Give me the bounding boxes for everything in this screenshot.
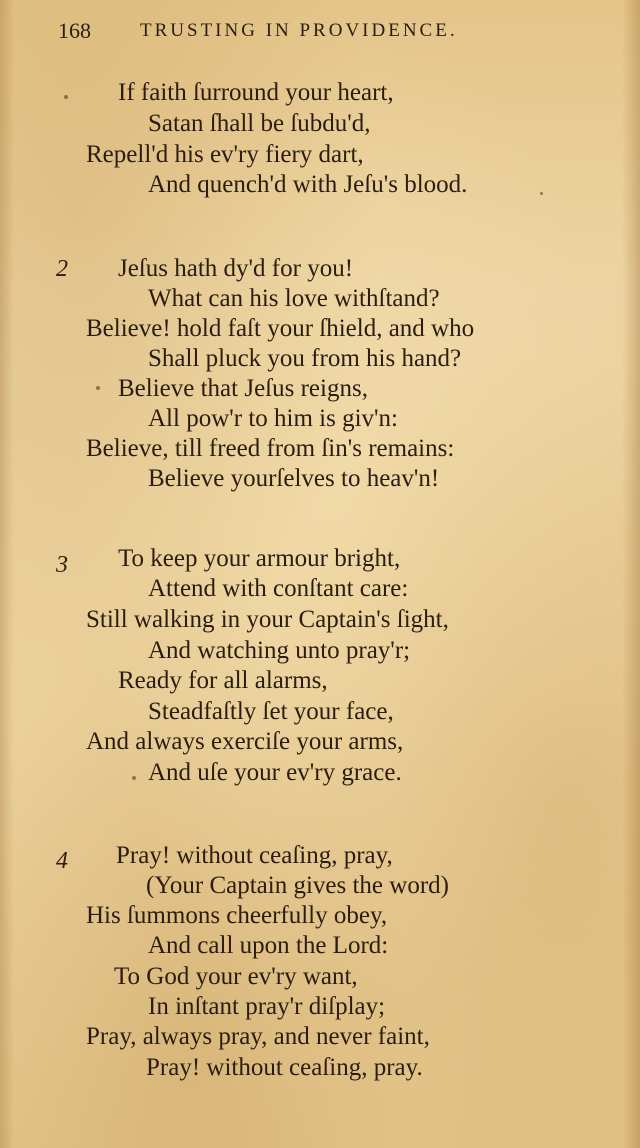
paper-speck (540, 192, 543, 195)
running-header (58, 16, 558, 50)
stanza-line: And uſe your ev'ry grace. (148, 759, 402, 786)
stanza-line: Shall pluck you from his hand? (148, 345, 462, 372)
stanza-line: And call upon the Lord: (148, 932, 389, 959)
stanza-line: Still walking in your Captain's ſight, (86, 606, 449, 633)
stanza-number: 4 (56, 848, 68, 874)
stanza-line: In inſtant pray'r diſplay; (148, 993, 386, 1020)
stanza-number: 3 (56, 552, 68, 578)
stanza-line: And quench'd with Jeſu's blood. (148, 171, 468, 198)
stanza-line: Pray! without ceaſing, pray. (146, 1054, 423, 1081)
stanza-line: Believe that Jeſus reigns, (118, 375, 368, 402)
stanza-line: Pray, always pray, and never faint, (86, 1023, 430, 1050)
stanza-line: Believe yourſelves to heav'n! (148, 465, 440, 492)
page-edge-right (622, 0, 640, 1148)
paper-speck (96, 386, 100, 390)
stanza-line: Repell'd his ev'ry fiery dart, (86, 141, 364, 168)
paper-speck (64, 95, 68, 99)
paper-speck (132, 776, 136, 780)
running-title: TRUSTING IN PROVIDENCE. (140, 20, 458, 41)
stanza-line: Pray! without ceaſing, pray, (116, 842, 393, 869)
stanza-line: And watching unto pray'r; (148, 637, 411, 664)
stanza-line: Ready for all alarms, (118, 667, 328, 694)
stanza-line: His ſummons cheerfully obey, (86, 902, 388, 929)
stanza-line: To God your ev'ry want, (114, 963, 358, 990)
page-number: 168 (58, 18, 91, 43)
stanza-line: Jeſus hath dy'd for you! (118, 255, 354, 282)
stanza-line: Satan ſhall be ſubdu'd, (148, 110, 371, 137)
stanza-line: All pow'r to him is giv'n: (148, 405, 398, 432)
page-edge-left (0, 0, 14, 1148)
stanza-line: If faith ſurround your heart, (118, 79, 394, 106)
stanza-line: Believe, till freed from ſin's remains: (86, 435, 455, 462)
stanza-number: 2 (56, 256, 68, 282)
stanza-line: Believe! hold faſt your ſhield, and who (86, 315, 475, 342)
stanza-line: Attend with conſtant care: (148, 575, 409, 602)
stanza-line: What can his love withſtand? (148, 285, 440, 312)
stanza-line: (Your Captain gives the word) (146, 872, 449, 899)
stanza-line: To keep your armour bright, (118, 545, 401, 572)
stanza-line: Steadfaſtly ſet your face, (148, 698, 394, 725)
stanza-line: And always exerciſe your arms, (86, 728, 404, 755)
